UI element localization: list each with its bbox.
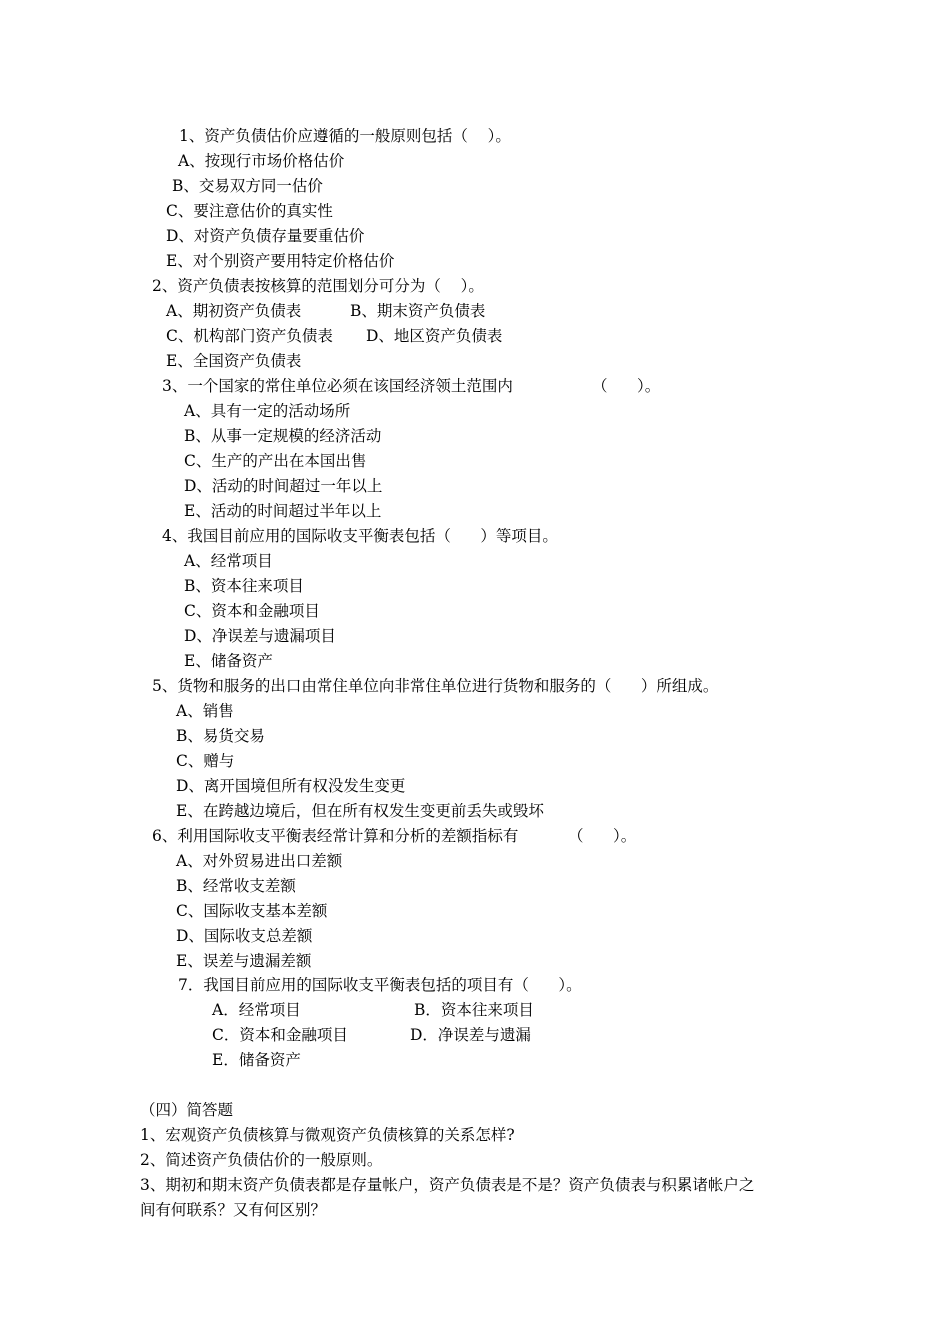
question-6-option-d: D、国际收支总差额 <box>176 927 313 945</box>
question-3-stem: 3、一个国家的常住单位必须在该国经济领土范围内 <box>162 377 513 395</box>
question-5-option-b: B、易货交易 <box>176 727 265 745</box>
question-4-option-e: E、储备资产 <box>184 652 273 670</box>
question-4-stem: 4、我国目前应用的国际收支平衡表包括（ ）等项目。 <box>162 527 558 545</box>
question-3-option-e: E、活动的时间超过半年以上 <box>184 502 382 520</box>
question-2-option-c: C、机构部门资产负债表 <box>166 327 333 345</box>
question-2-stem: 2、资产负债表按核算的范围划分可分为（ ）。 <box>152 277 484 295</box>
question-6-stem: 6、利用国际收支平衡表经常计算和分析的差额指标有 <box>152 827 519 845</box>
question-6-option-b: B、经常收支差额 <box>176 877 296 895</box>
question-2-option-b: B、期末资产负债表 <box>350 302 486 320</box>
question-4-option-a: A、经常项目 <box>184 552 273 570</box>
question-6-option-a: A、对外贸易进出口差额 <box>176 852 343 870</box>
question-7-option-c: C．资本和金融项目 <box>212 1026 348 1044</box>
question-7-option-a: A．经常项目 <box>212 1001 301 1019</box>
section-item-2: 2、简述资产负债估价的一般原则。 <box>140 1151 383 1169</box>
question-3-option-c: C、生产的产出在本国出售 <box>184 452 367 470</box>
section-item-3: 3、期初和期末资产负债表都是存量帐户，资产负债表是不是？资产负债表与积累诸帐户之 <box>140 1176 755 1194</box>
question-5-option-c: C、赠与 <box>176 752 235 770</box>
question-7-option-d: D．净误差与遗漏 <box>410 1026 531 1044</box>
question-1-option-d: D、对资产负债存量要重估价 <box>166 227 365 245</box>
question-1-option-e: E、对个别资产要用特定价格估价 <box>166 252 395 270</box>
question-5-option-d: D、离开国境但所有权没发生变更 <box>176 777 406 795</box>
question-4-option-b: B、资本往来项目 <box>184 577 304 595</box>
question-1-option-a: A、按现行市场价格估价 <box>178 152 345 170</box>
question-3-blank: （ ）。 <box>592 377 661 395</box>
question-3-option-a: A、具有一定的活动场所 <box>184 402 351 420</box>
question-7-option-e: E．储备资产 <box>212 1051 301 1069</box>
question-7-stem: 7．我国目前应用的国际收支平衡表包括的项目有（ ）。 <box>178 976 582 994</box>
section-item-1: 1、宏观资产负债核算与微观资产负债核算的关系怎样? <box>140 1126 515 1144</box>
question-6-option-c: C、国际收支基本差额 <box>176 902 328 920</box>
question-2-option-a: A、期初资产负债表 <box>166 302 302 320</box>
question-1-option-b: B、交易双方同一估价 <box>172 177 323 195</box>
question-3-option-b: B、从事一定规模的经济活动 <box>184 427 382 445</box>
question-7-option-b: B．资本往来项目 <box>414 1001 534 1019</box>
question-2-option-e: E、全国资产负债表 <box>166 352 302 370</box>
question-4-option-c: C、资本和金融项目 <box>184 602 320 620</box>
question-5-option-a: A、销售 <box>176 702 234 720</box>
question-2-option-d: D、地区资产负债表 <box>366 327 503 345</box>
section-title: （四）简答题 <box>140 1101 234 1119</box>
question-5-stem: 5、货物和服务的出口由常住单位向非常住单位进行货物和服务的（ ）所组成。 <box>152 677 719 695</box>
question-5-option-e: E、在跨越边境后，但在所有权发生变更前丢失或毁坏 <box>176 802 544 820</box>
question-6-option-e: E、误差与遗漏差额 <box>176 952 312 970</box>
question-3-option-d: D、活动的时间超过一年以上 <box>184 477 383 495</box>
question-6-blank: （ ）。 <box>568 827 637 845</box>
section-item-3-continuation: 间有何联系？又有何区别？ <box>140 1201 327 1219</box>
question-1-stem: 1、资产负债估价应遵循的一般原则包括（ ）。 <box>179 127 511 145</box>
question-1-option-c: C、要注意估价的真实性 <box>166 202 333 220</box>
question-4-option-d: D、净误差与遗漏项目 <box>184 627 336 645</box>
